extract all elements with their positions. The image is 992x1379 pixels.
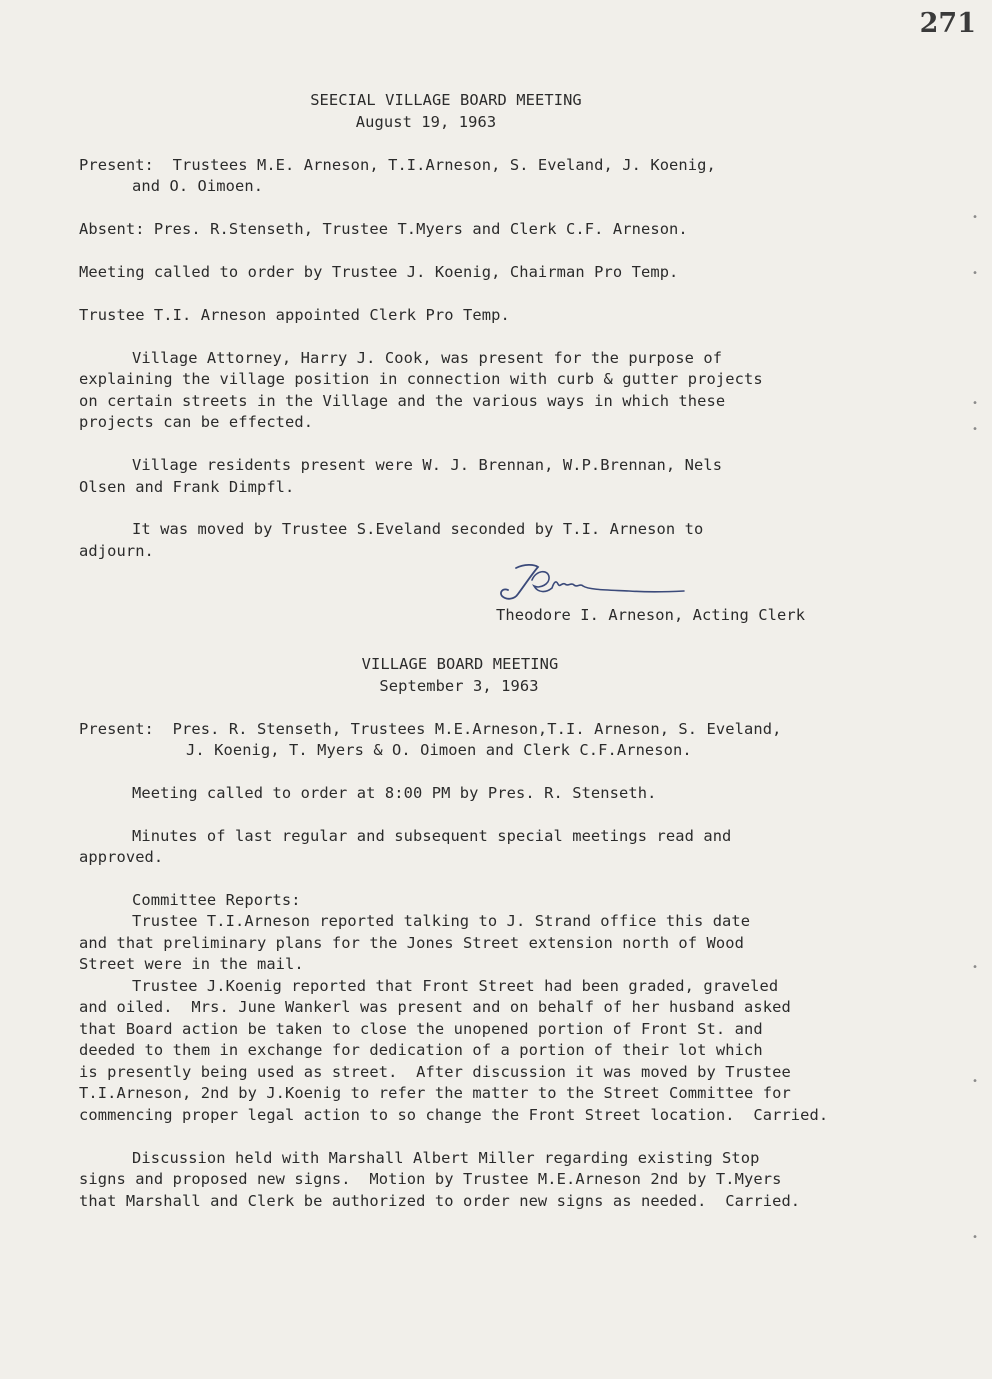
meeting1-absent: Absent: Pres. R.Stenseth, Trustee T.Myers and Clerk C.F. Arneson. [79,220,688,238]
meeting2-present: Present: Pres. R. Stenseth, Trustees M.E.Arneson,T.I. Arneson, S. Eveland, [79,720,782,738]
committee-line: commencing proper legal action to so change the Front Street location. Carried. [79,1106,829,1124]
meeting2-present-cont: J. Koenig, T. Myers & O. Oimoen and Clerk C.F.Arneson. [186,741,692,759]
meeting1-residents-line: Olsen and Frank Dimpfl. [79,478,295,496]
committee-line: Street were in the mail. [79,955,304,973]
meeting1-attorney-line: on certain streets in the Village and the various ways in which these [79,392,726,410]
meeting2-minutes-line: Minutes of last regular and subsequent special meetings read and [132,827,732,845]
meeting1-title: SEECIAL VILLAGE BOARD MEETING [310,91,582,109]
meeting1-adjourn-line: It was moved by Trustee S.Eveland seconded by T.I. Arneson to [132,520,704,538]
committee-line: T.I.Arneson, 2nd by J.Koenig to refer the matter to the Street Committee for [79,1084,791,1102]
meeting1-adjourn-line: adjourn. [79,542,154,560]
committee-reports-heading: Committee Reports: [132,891,301,909]
meeting1-attorney-line: projects can be effected. [79,413,314,431]
committee-line: is presently being used as street. After discussion it was moved by Trustee [79,1063,791,1081]
committee-line: Trustee T.I.Arneson reported talking to J. Strand office this date [132,912,751,930]
meeting1-present-cont: and O. Oimoen. [132,177,264,195]
handwritten-signature [494,560,694,606]
meeting1-clerk-appointed: Trustee T.I. Arneson appointed Clerk Pro Temp. [79,306,510,324]
signer-name: Theodore I. Arneson, Acting Clerk [496,606,806,624]
document-page: 271 SEECIAL VILLAGE BOARD MEETING August 19, 1963 Present: Trustees M.E. Arneson, T.I.Arneson, S. Eveland, J. Koenig, and O. Oimoen. Absent: Pres. R.Stenseth, Trustee T.Myers and Clerk C.F. Arneson. Meeting called to order by Trustee J. Koenig, Chairman Pro Temp. Trustee T.I. Arneson appointed Clerk Pro Temp. Village Attorney, Harry J. Cook, was present for the purpose of explaining the village position in connection with curb & gutter projects on certain streets in the Village and the various ways in which these projects can be effected. Village residents present were W. J. Brennan, W.P.Brennan, Nels Olsen and Frank Dimpfl. It was moved by Trustee S.Eveland seconded by T.I. Arneson to adjourn. Theodore I. Arneson, Acting Clerk VILLAGE BOARD MEETING September 3, 1963 Present: Pres. R. Stenseth, Trustees M.E.Arneson,T.I. Arneson, S. Eveland, J. Koenig, T. Myers & O. Oimoen and Clerk C.F.Arneson. Meeting called to order at 8:00 PM by Pres. R. Stenseth. Minutes of last regular and subsequent special meetings read and approved. Committee Reports: Trustee T.I.Arneson reported talking to J. Strand office this date and that preliminary plans for the Jones Street extension north of Wood Street were in the mail. Trustee J.Koenig reported that Front Street had been graded, graveled and oiled. Mrs. June Wankerl was present and on behalf of her husband asked that Board action be taken to close the unopened portion of Front St. and deeded to them in exchange for dedication of a portion of their lot which is presently being used as street. After discussion it was moved by Trustee T.I.Arneson, 2nd by J.Koenig to refer the matter to the Street Committee for commencing proper legal action to so change the Front Street location. Carried. Discussion held with Marshall Albert Miller regarding existing Stop signs and proposed new signs. Motion by Trustee M.E.Arneson 2nd by T.Myers that Marshall and Clerk be authorized to order new signs as needed. Carried. • • • • • • • [0,0,992,1379]
meeting1-date: August 19, 1963 [355,113,497,131]
committee-line: and oiled. Mrs. June Wankerl was present and on behalf of her husband asked [79,998,791,1016]
committee-line: deeded to them in exchange for dedication of a portion of their lot which [79,1041,763,1059]
meeting1-present: Present: Trustees M.E. Arneson, T.I.Arneson, S. Eveland, J. Koenig, [79,156,716,174]
meeting1-attorney-line: explaining the village position in connection with curb & gutter projects [79,370,763,388]
page-number: 271 [919,8,976,39]
committee-line: Trustee J.Koenig reported that Front Street had been graded, graveled [132,977,779,995]
meeting1-called-to-order: Meeting called to order by Trustee J. Koenig, Chairman Pro Temp. [79,263,679,281]
meeting2-called-to-order: Meeting called to order at 8:00 PM by Pres. R. Stenseth. [132,784,657,802]
meeting2-date: September 3, 1963 [379,677,539,695]
committee-line: and that preliminary plans for the Jones Street extension north of Wood [79,934,744,952]
signs-discussion-line: signs and proposed new signs. Motion by Trustee M.E.Arneson 2nd by T.Myers [79,1170,782,1188]
meeting1-attorney-line: Village Attorney, Harry J. Cook, was present for the purpose of [132,349,723,367]
signs-discussion-line: Discussion held with Marshall Albert Miller regarding existing Stop [132,1149,760,1167]
meeting2-title: VILLAGE BOARD MEETING [361,655,559,673]
signs-discussion-line: that Marshall and Clerk be authorized to order new signs as needed. Carried. [79,1192,801,1210]
meeting2-minutes-line: approved. [79,848,164,866]
meeting1-residents-line: Village residents present were W. J. Brennan, W.P.Brennan, Nels [132,456,723,474]
committee-line: that Board action be taken to close the unopened portion of Front St. and [79,1020,763,1038]
